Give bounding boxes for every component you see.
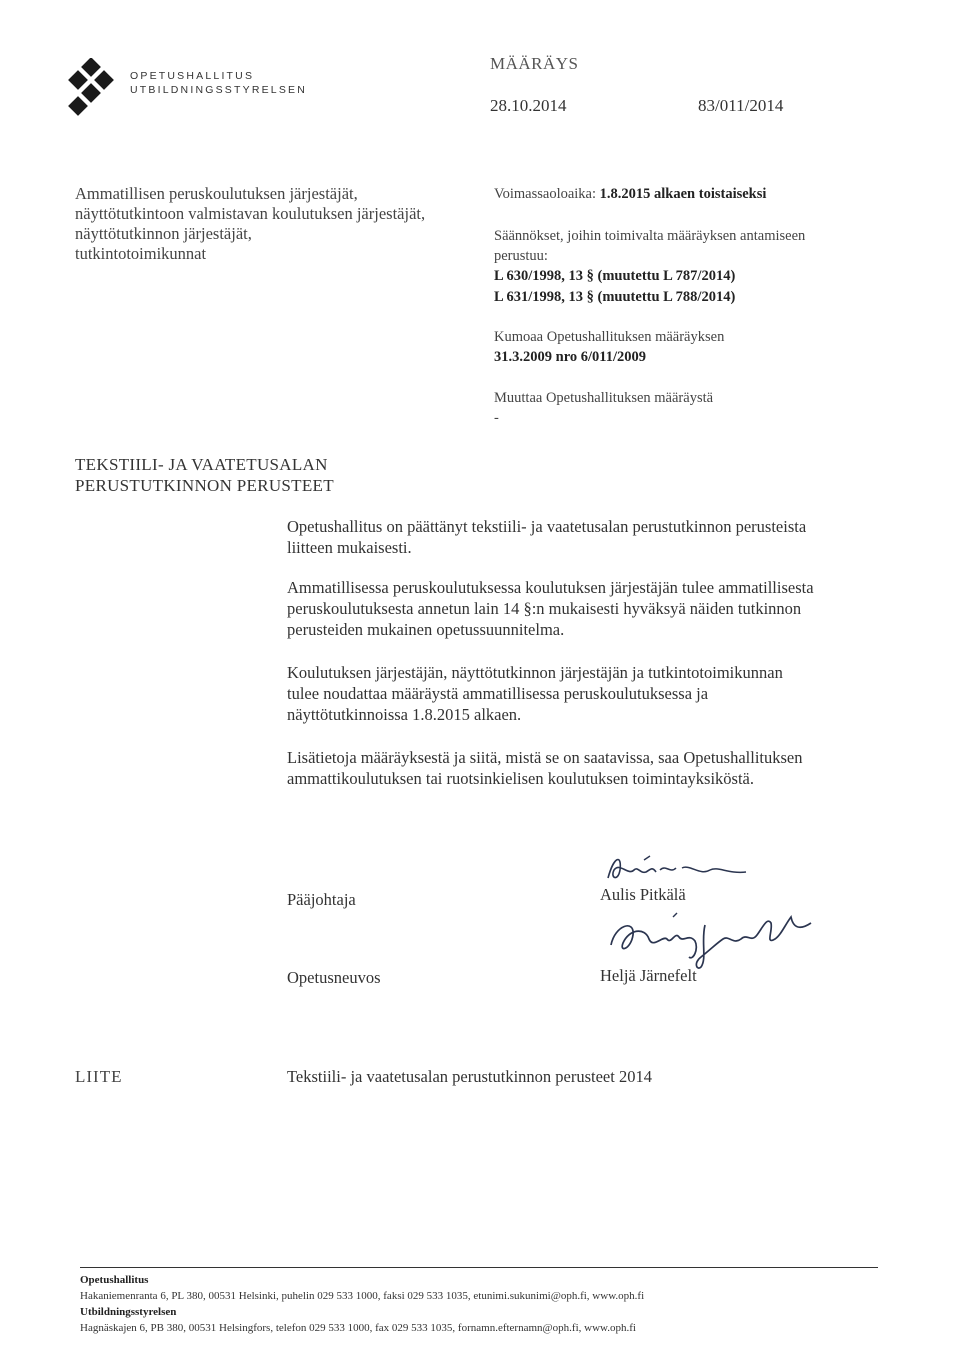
body-paragraph (287, 516, 887, 558)
repeals-label: Kumoaa Opetushallituksen määräyksen (494, 329, 725, 345)
title-line: PERUSTUTKINNON PERUSTEET (75, 476, 334, 495)
basis-label-line: perustuu: (494, 248, 548, 264)
validity-row (494, 186, 766, 203)
basis-law: L 631/1998, 13 § (muutettu L 788/2014) (494, 289, 736, 305)
basis-label-line: Säännökset, joihin toimivalta määräyksen antamiseen (494, 228, 806, 244)
diamond-grid-icon (62, 58, 122, 118)
paragraph-line: perusteiden mukainen opetussuunnitelma. (287, 620, 565, 639)
footer-address-sv: Hagnäskajen 6, PB 380, 00531 Helsingfors, telefon 029 533 1000, fax 029 533 1035, fornamn.efternamn@oph.fi, www.oph.fi (80, 1322, 636, 1334)
validity-label: Voimassaoloaika: (494, 186, 597, 202)
document-date: 28.10.2014 (490, 96, 567, 115)
recipients-block (75, 184, 425, 264)
paragraph-line: tulee noudattaa määräystä ammatillisessa peruskoulutuksessa ja (287, 684, 709, 703)
signer-name: Aulis Pitkälä (600, 885, 686, 904)
paragraph-line: Opetushallitus on päättänyt tekstiili- ja vaatetusalan perustutkinnon perusteista (287, 517, 807, 536)
basis-label (494, 226, 805, 266)
paragraph-line: Lisätietoja määräyksestä ja siitä, mistä se on saatavissa, saa Opetushallituksen (287, 748, 803, 767)
signer-name: Heljä Järnefelt (600, 966, 697, 985)
paragraph-line: ammattikoulutuksen tai ruotsinkielisen koulutuksen toimintayksiköstä. (287, 769, 754, 788)
paragraph-line: peruskoulutuksesta annetun lain 14 §:n mukaisesti hyväksyä näiden tutkinnon (287, 599, 802, 618)
body-paragraph (287, 577, 887, 640)
signer-role: Pääjohtaja (287, 890, 356, 909)
document-number: 83/011/2014 (698, 96, 784, 115)
basis-law: L 630/1998, 13 § (muutettu L 787/2014) (494, 268, 736, 284)
amends-value: - (494, 410, 499, 426)
attachment-label: LIITE (75, 1067, 123, 1086)
attachment-title: Tekstiili- ja vaatetusalan perustutkinnon perusteet 2014 (287, 1067, 652, 1086)
handwritten-signature (605, 905, 820, 975)
org-name-fi: OPETUSHALLITUS (130, 70, 255, 82)
paragraph-line: Koulutuksen järjestäjän, näyttötutkinnon järjestäjän ja tutkintotoimikunnan (287, 663, 783, 682)
handwritten-signature (600, 848, 760, 888)
footer-org-name-fi: Opetushallitus (80, 1274, 149, 1286)
paragraph-line: liitteen mukaisesti. (287, 538, 412, 557)
recipient-line: Ammatillisen peruskoulutuksen järjestäjät, (75, 184, 358, 203)
document-type: MÄÄRÄYS (490, 54, 579, 73)
title-line: TEKSTIILI- JA VAATETUSALAN (75, 455, 328, 474)
validity-value: 1.8.2015 alkaen toistaiseksi (599, 186, 767, 202)
recipient-line: näyttötutkintoon valmistavan koulutuksen järjestäjät, (75, 204, 426, 223)
footer-divider (80, 1267, 878, 1268)
footer-address-fi: Hakaniemenranta 6, PL 380, 00531 Helsinki, puhelin 029 533 1000, faksi 029 533 1035, etunimi.sukunimi@oph.fi, www.oph.fi (80, 1290, 645, 1302)
paragraph-line: Ammatillisessa peruskoulutuksessa koulutuksen järjestäjän tulee ammatillisesta (287, 578, 814, 597)
body-paragraph (287, 747, 887, 789)
recipient-line: tutkintotoimikunnat (75, 244, 207, 263)
paragraph-line: näyttötutkinnoissa 1.8.2015 alkaen. (287, 705, 522, 724)
recipient-line: näyttötutkinnon järjestäjät, (75, 224, 252, 243)
repeals-value: 31.3.2009 nro 6/011/2009 (494, 349, 646, 365)
signer-role: Opetusneuvos (287, 968, 381, 987)
document-title (75, 454, 334, 496)
footer-org-name-sv: Utbildningsstyrelsen (80, 1306, 177, 1318)
org-name-sv: UTBILDNINGSSTYRELSEN (130, 84, 308, 96)
amends-label: Muuttaa Opetushallituksen määräystä (494, 390, 714, 406)
body-paragraph (287, 662, 887, 725)
